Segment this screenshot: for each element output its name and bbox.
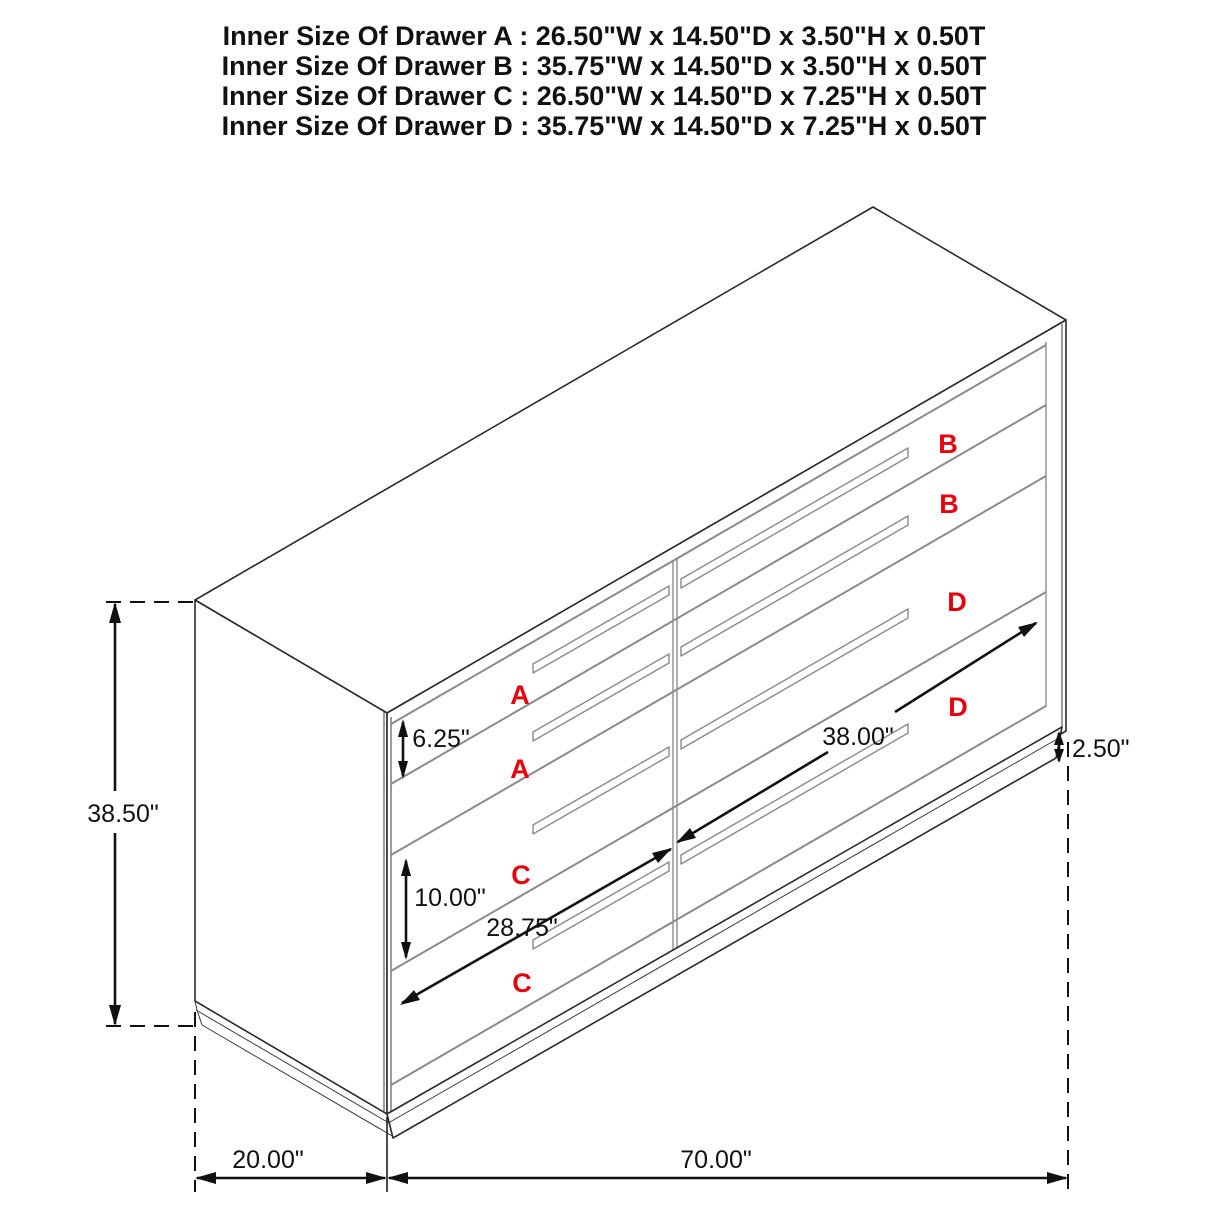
small-drawer-dim-label: 6.25" [412, 725, 470, 753]
spec-line-drawer-c: Inner Size Of Drawer C : 26.50"W x 14.50"D x 7.25"H x 0.50T [221, 81, 987, 111]
drawer-label-c1: C [511, 860, 531, 890]
dim-base-height [1054, 731, 1130, 763]
depth-dim-label: 20.00" [232, 1146, 304, 1174]
left-drawer-width-label: 28.75" [486, 914, 558, 942]
depth-arrow-left-icon [195, 1172, 216, 1184]
drawer-label-b1: B [938, 429, 958, 459]
drawer-label-c2: C [512, 968, 532, 998]
cabinet-drawing [195, 207, 1066, 1138]
height-arrow-down-icon [109, 1005, 121, 1026]
drawer-label-d1: D [947, 587, 967, 617]
width-dim-label: 70.00" [680, 1146, 752, 1174]
spec-line-drawer-d: Inner Size Of Drawer D : 35.75"W x 14.50"D x 7.25"H x 0.50T [221, 111, 987, 141]
base-dim-label: 2.50" [1072, 735, 1130, 763]
height-dim-label: 38.50" [87, 800, 159, 828]
dim-overall-height [87, 602, 198, 1026]
spec-line-drawer-b: Inner Size Of Drawer B : 35.75"W x 14.50"D x 3.50"H x 0.50T [221, 51, 987, 81]
spec-line-drawer-a: Inner Size Of Drawer A : 26.50"W x 14.50"D x 3.50"H x 0.50T [222, 21, 986, 51]
large-drawer-dim-label: 10.00" [414, 884, 486, 912]
drawer-label-a1: A [510, 680, 530, 710]
drawer-label-a2: A [510, 754, 530, 784]
drawer-label-b2: B [939, 489, 959, 519]
drawer-label-d2: D [948, 692, 968, 722]
depth-arrow-right-icon [366, 1172, 387, 1184]
right-drawer-width-label: 38.00" [822, 723, 894, 751]
header-spec-text [222, 21, 987, 141]
width-arrow-left-icon [387, 1172, 408, 1184]
width-arrow-right-icon [1047, 1172, 1068, 1184]
height-arrow-up-icon [109, 602, 121, 623]
